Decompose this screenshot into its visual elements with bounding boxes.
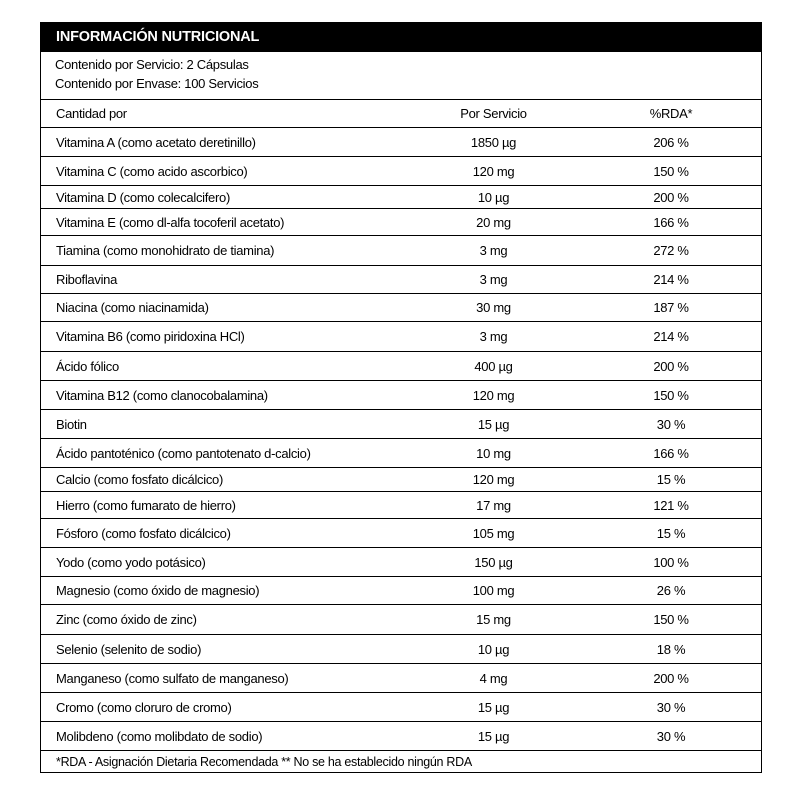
table-row <box>41 381 761 410</box>
nutrient-rda: 206 % <box>653 134 689 150</box>
nutrient-rda: 214 % <box>653 272 689 287</box>
nutrient-amount: 120 mg <box>472 163 515 179</box>
table-row <box>41 492 761 519</box>
nutrient-amount: 3 mg <box>479 329 508 344</box>
nutrient-name: Manganeso (como sulfato de manganeso) <box>56 670 289 686</box>
nutrient-name: Calcio (como fosfato dicálcico) <box>56 472 223 487</box>
table-row <box>41 693 761 722</box>
nutrient-name: Magnesio (como óxido de magnesio) <box>56 583 260 598</box>
nutrient-table <box>41 128 761 751</box>
table-row <box>41 577 761 605</box>
table-row <box>41 294 761 322</box>
nutrient-rda: 214 % <box>653 329 689 344</box>
nutrient-rda: 150 % <box>653 612 689 627</box>
nutrient-rda: 30 % <box>656 699 686 715</box>
nutrient-amount: 10 µg <box>477 641 510 657</box>
header-amount-per: Cantidad por <box>56 106 127 121</box>
panel-title: INFORMACIÓN NUTRICIONAL <box>41 23 761 52</box>
table-row <box>41 519 761 548</box>
table-row <box>41 722 761 751</box>
nutrient-rda: 200 % <box>653 670 689 686</box>
nutrient-amount: 400 µg <box>474 358 513 374</box>
serving-size: Contenido por Servicio: 2 Cápsulas <box>55 57 249 72</box>
nutrient-rda: 15 % <box>656 525 686 541</box>
table-row <box>41 635 761 664</box>
nutrient-name: Vitamina A (como acetato deretinillo) <box>56 134 256 150</box>
nutrient-name: Hierro (como fumarato de hierro) <box>56 497 236 513</box>
nutrient-amount: 150 µg <box>474 554 513 570</box>
nutrient-amount: 1850 µg <box>470 134 517 150</box>
nutrient-name: Biotin <box>56 416 87 432</box>
nutrient-name: Fósforo (como fosfato dicálcico) <box>56 525 231 541</box>
nutrient-rda: 150 % <box>653 387 689 403</box>
nutrient-amount: 20 mg <box>476 214 511 230</box>
nutrient-name: Cromo (como cloruro de cromo) <box>56 699 232 715</box>
nutrient-rda: 187 % <box>653 300 689 315</box>
table-row <box>41 266 761 294</box>
nutrient-name: Vitamina D (como colecalcifero) <box>56 189 230 205</box>
nutrient-name: Vitamina B12 (como clanocobalamina) <box>56 387 268 403</box>
nutrient-rda: 15 % <box>656 472 686 487</box>
table-row <box>41 186 761 209</box>
nutrient-amount: 3 mg <box>479 243 508 258</box>
nutrient-name: Vitamina C (como acido ascorbico) <box>56 163 248 179</box>
table-row <box>41 236 761 266</box>
nutrient-amount: 17 mg <box>476 497 511 513</box>
nutrient-name: Tiamina (como monohidrato de tiamina) <box>56 243 275 258</box>
table-row <box>41 410 761 439</box>
nutrient-amount: 15 µg <box>477 416 510 432</box>
nutrient-name: Ácido fólico <box>56 358 119 374</box>
nutrient-rda: 272 % <box>653 243 689 258</box>
nutrient-rda: 121 % <box>653 497 689 513</box>
nutrient-amount: 4 mg <box>479 670 508 686</box>
nutrient-amount: 105 mg <box>472 525 515 541</box>
footnote: *RDA - Asignación Dietaria Recomendada ** No se ha establecido ningún RDA <box>56 755 472 769</box>
nutrient-name: Niacina (como niacinamida) <box>56 300 209 315</box>
nutrient-rda: 30 % <box>656 416 686 432</box>
nutrient-name: Zinc (como óxido de zinc) <box>56 612 197 627</box>
table-row <box>41 605 761 635</box>
nutrient-rda: 26 % <box>656 583 686 598</box>
nutrient-amount: 120 mg <box>472 387 515 403</box>
nutrient-rda: 150 % <box>653 163 689 179</box>
nutrient-rda: 166 % <box>653 445 689 461</box>
header-rda: %RDA* <box>649 106 693 121</box>
nutrient-amount: 3 mg <box>479 272 508 287</box>
nutrient-amount: 10 µg <box>477 189 510 205</box>
nutrient-amount: 15 µg <box>477 699 510 715</box>
nutrient-rda: 30 % <box>656 728 686 744</box>
table-row <box>41 128 761 157</box>
nutrient-amount: 15 µg <box>477 728 510 744</box>
nutrition-facts-panel <box>40 22 762 773</box>
table-row <box>41 209 761 236</box>
table-row <box>41 468 761 492</box>
table-row <box>41 157 761 186</box>
nutrient-amount: 100 mg <box>472 583 515 598</box>
table-row <box>41 548 761 577</box>
table-header <box>41 99 761 128</box>
nutrient-amount: 120 mg <box>472 472 515 487</box>
table-row <box>41 322 761 352</box>
table-row <box>41 352 761 381</box>
nutrient-rda: 200 % <box>653 358 689 374</box>
nutrient-amount: 15 mg <box>476 612 511 627</box>
nutrient-name: Vitamina E (como dl-alfa tocoferil acetato) <box>56 214 285 230</box>
nutrient-name: Vitamina B6 (como piridoxina HCl) <box>56 329 245 344</box>
nutrient-name: Molibdeno (como molibdato de sodio) <box>56 728 263 744</box>
nutrient-rda: 166 % <box>653 214 689 230</box>
nutrient-rda: 18 % <box>656 641 686 657</box>
serving-info <box>55 55 258 93</box>
nutrient-rda: 200 % <box>653 189 689 205</box>
table-row <box>41 439 761 468</box>
nutrient-name: Riboflavina <box>56 272 118 287</box>
nutrient-name: Yodo (como yodo potásico) <box>56 554 206 570</box>
nutrient-name: Selenio (selenito de sodio) <box>56 641 202 657</box>
nutrient-amount: 10 mg <box>476 445 511 461</box>
servings-per-container: Contenido por Envase: 100 Servicios <box>55 76 259 91</box>
nutrient-rda: 100 % <box>653 554 689 570</box>
nutrient-amount: 30 mg <box>476 300 511 315</box>
header-per-serving: Por Servicio <box>460 106 527 121</box>
table-row <box>41 664 761 693</box>
nutrient-name: Ácido pantoténico (como pantotenato d-calcio) <box>56 445 311 461</box>
